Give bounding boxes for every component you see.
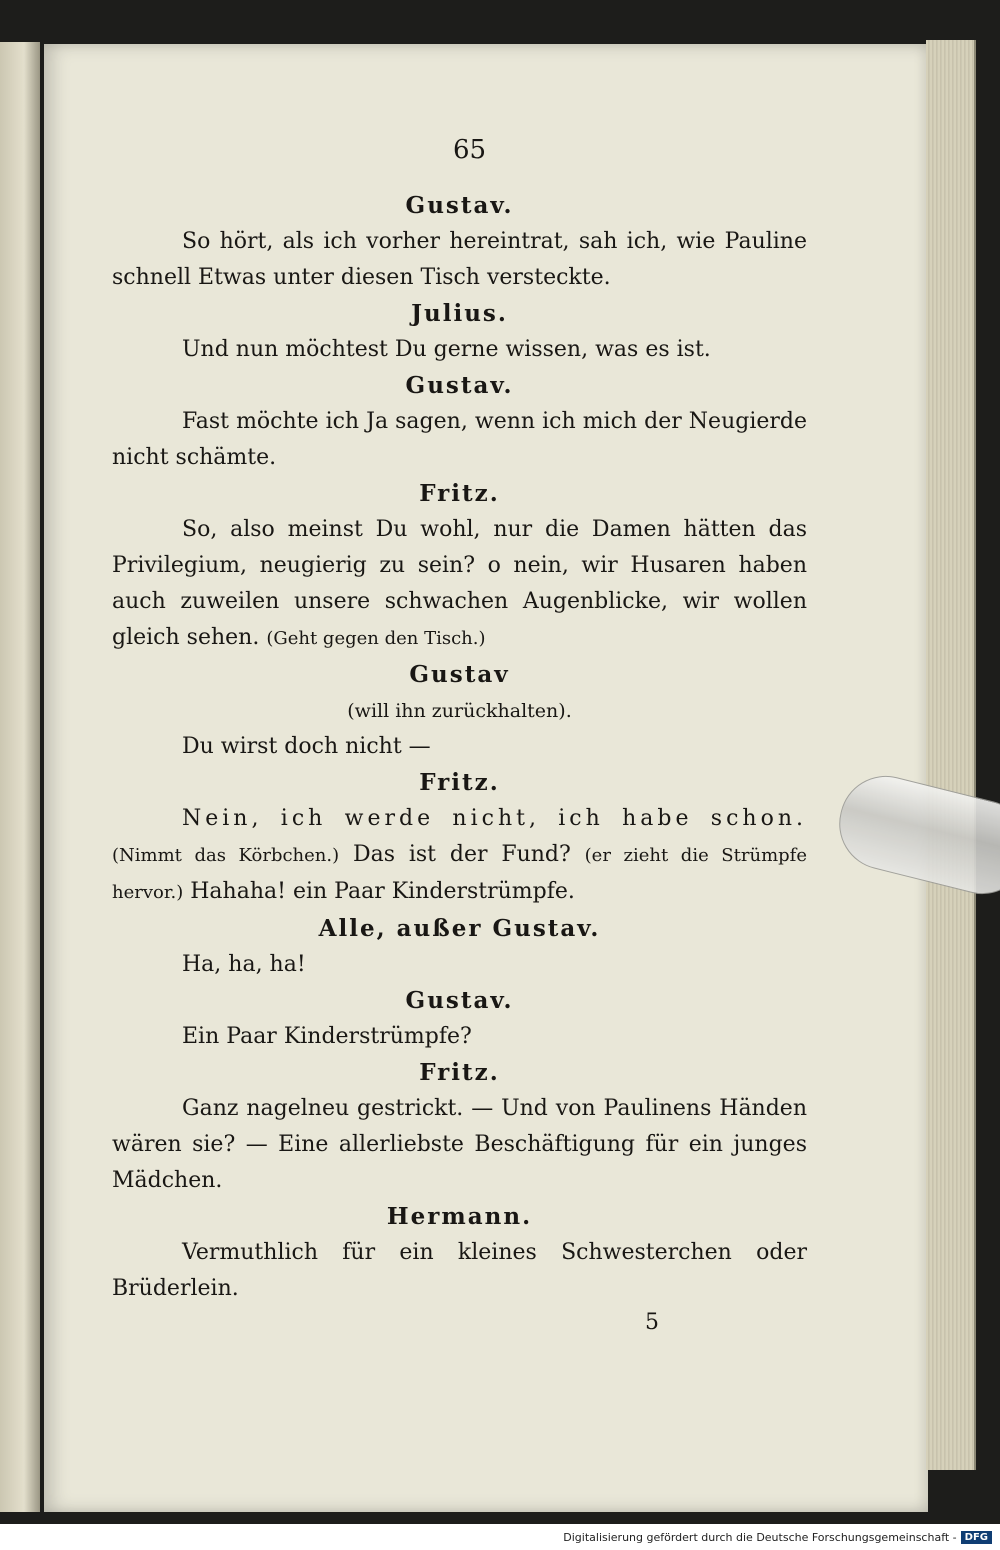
dialogue-text: Nein, ich werde nicht, ich habe schon. <box>182 806 807 831</box>
dfg-logo: DFG <box>961 1531 992 1544</box>
dialogue-text: Hahaha! ein Paar Kinderstrümpfe. <box>190 879 575 904</box>
speaker-name: Hermann. <box>386 1203 533 1230</box>
dialogue-line <box>112 801 807 911</box>
dialogue-line: Ha, ha, ha! <box>182 952 306 977</box>
stage-direction: (will ihn zurückhalten). <box>347 700 572 722</box>
speaker-name: Fritz. <box>419 769 500 796</box>
dialogue-text: Das ist der Fund? <box>352 842 571 867</box>
dialogue-line: Du wirst doch nicht — <box>182 734 431 759</box>
dialogue-line: So hört, als ich vorher hereintrat, sah ich, wie Pauline schnell Etwas unter diesen Tisch versteckte. <box>112 229 807 290</box>
speaker-name: Gustav. <box>405 192 514 219</box>
speaker-name: Gustav <box>409 661 510 688</box>
signature-mark: 5 <box>645 1310 659 1335</box>
dialogue-line: Ganz nagelneu gestrickt. — Und von Paulinens Händen wären sie? — Eine allerliebste Beschäftigung für ein junges Mädchen. <box>112 1096 807 1193</box>
page-number: 65 <box>452 135 487 165</box>
stage-direction: (er zieht die Strümpfe hervor.) <box>112 845 807 903</box>
stage-direction: (Nimmt das Körbchen.) <box>112 845 340 866</box>
dialogue-line: Ein Paar Kinderstrümpfe? <box>182 1024 472 1049</box>
page-edges <box>926 40 976 1470</box>
speaker-name: Alle, außer Gustav. <box>318 915 601 942</box>
facing-page-edge <box>0 42 40 1512</box>
dialogue-line <box>112 512 807 657</box>
dialogue-text: So, also meinst Du wohl, nur die Damen hätten das Privilegium, neugierig zu sein? o nein, wir Husaren haben auch zuweilen unsere schwachen Augenblicke, wir wollen gleich sehen. <box>112 517 807 650</box>
stage-direction: (Geht gegen den Tisch.) <box>266 628 486 649</box>
speaker-name: Gustav. <box>405 372 514 399</box>
page-content <box>112 130 807 1307</box>
dialogue-line: Fast möchte ich Ja sagen, wenn ich mich der Neugierde nicht schämte. <box>112 409 807 470</box>
digitization-footer <box>0 1524 1000 1550</box>
speaker-name: Fritz. <box>419 480 500 507</box>
dialogue-line: Und nun möchtest Du gerne wissen, was es ist. <box>182 337 711 362</box>
dialogue-line: Vermuthlich für ein kleines Schwesterchen oder Brüderlein. <box>112 1240 807 1301</box>
speaker-name: Fritz. <box>419 1059 500 1086</box>
speaker-name: Julius. <box>411 300 508 327</box>
speaker-name: Gustav. <box>405 987 514 1014</box>
footer-text: Digitalisierung gefördert durch die Deutsche Forschungsgemeinschaft - <box>563 1530 957 1544</box>
